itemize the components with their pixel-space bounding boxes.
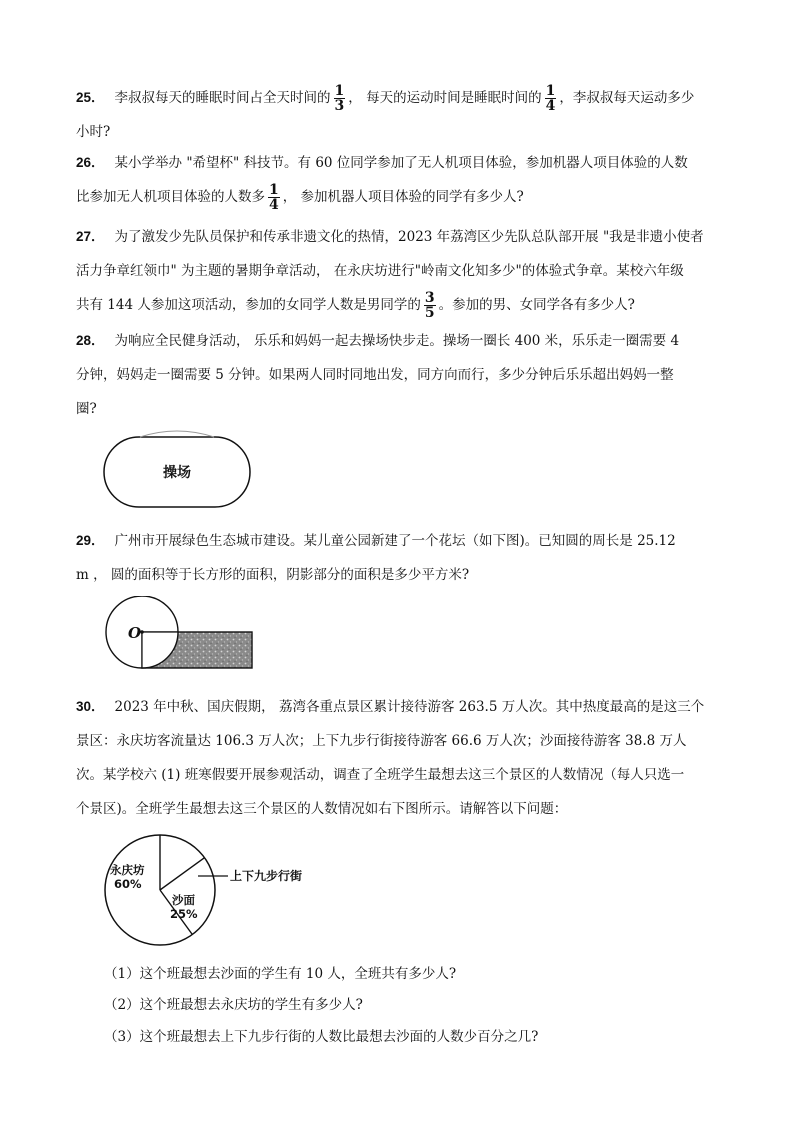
question-text: 次。某学校六 (1) 班寒假要开展参观活动，调查了全班学生最想去这三个景区的人数情况（每人只选一 [76,767,685,783]
slice-label-shamian: 沙面 [172,893,195,907]
question-text: m ， 圆的面积等于长方形的面积，阴影部分的面积是多少平方米? [76,567,470,583]
question-number: 25． [76,90,105,105]
question-27 [76,220,736,322]
question-text: 活力争章红领巾" 为主题的暑期争章活动， 在永庆坊进行"岭南文化知多少"的体验式争章。某校六年级 [76,263,684,279]
slice-label-yongqingfang: 永庆坊 [110,863,145,877]
question-text: 某小学举办 "希望杯" 科技节。有 60 位同学参加了无人机项目体验，参加机器人项目体验的人数 [114,155,688,171]
question-26 [76,146,736,214]
question-text: 圈? [76,401,97,417]
question-text: 个景区)。全班学生最想去这三个景区的人数情况如右下图所示。请解答以下问题： [76,801,568,817]
question-text: 分钟，妈妈走一圈需要 5 分钟。如果两人同时同地出发，同方向而行，多少分钟后乐乐超出妈妈一整 [76,367,674,383]
denominator: 3 [334,98,345,114]
question-number: 30． [76,699,105,714]
question-text: ， 每天的运动时间是睡眠时间的 [348,90,542,106]
question-number: 26． [76,155,105,170]
denominator: 5 [424,305,435,321]
pie-chart [100,828,330,950]
slice-value-shamian: 25% [170,907,198,921]
question-text: 为响应全民健身活动， 乐乐和妈妈一起去操场快步走。操场一圈长 400 米，乐乐走一圈需要 4 [114,333,680,349]
numerator: 3 [424,290,435,306]
question-text: 小时? [76,124,111,140]
question-text: 2023 年中秋、国庆假期， 荔湾各重点景区累计接待游客 263.5 万人次。其中热度最高的是这三个 [114,699,705,715]
flowerbed-figure [100,596,262,676]
question-text: 。参加的男、女同学各有多少人? [438,297,635,313]
sub-question-2: （2）这个班最想去永庆坊的学生有多少人? [104,997,363,1013]
fraction [545,84,557,113]
numerator: 1 [334,83,345,99]
numerator: 1 [545,83,556,99]
fraction [268,183,280,212]
center-label: O [128,624,142,642]
pie-slice-boundary [160,858,204,890]
question-30 [76,690,736,826]
question-number: 27． [76,229,105,244]
question-text: 李叔叔每天的睡眠时间占全天时间的 [114,90,331,106]
question-text: 景区：永庆坊客流量达 106.3 万人次；上下九步行街接待游客 66.6 万人次；沙面接待游客 38.8 万人 [76,733,687,749]
slice-label-shangxiajiu: 上下九步行街 [230,869,303,883]
fraction [424,291,436,320]
question-28 [76,324,736,426]
question-number: 28． [76,333,105,348]
question-number: 29． [76,533,105,548]
track-shadow-line [140,431,214,437]
denominator: 4 [545,98,556,114]
fraction [334,84,346,113]
sub-question-3: （3）这个班最想去上下九步行街的人数比最想去沙面的人数少百分之几? [104,1029,539,1045]
question-29 [76,524,736,592]
track-figure [100,425,260,515]
question-text: 共有 144 人参加这项活动，参加的女同学人数是男同学的 [76,297,421,313]
slice-value-yongqingfang: 60% [114,877,142,891]
question-text: 广州市开展绿色生态城市建设。某儿童公园新建了一个花坛（如下图)。已知圆的周长是 25.12 [114,533,676,549]
numerator: 1 [269,182,279,198]
question-25 [76,81,736,149]
question-text: ，李叔叔每天运动多少 [559,90,695,106]
question-text: ， 参加机器人项目体验的同学有多少人? [282,189,524,205]
track-label: 操场 [163,465,191,481]
question-text: 比参加无人机项目体验的人数多 [76,189,265,205]
denominator: 4 [269,197,279,213]
question-text: 为了激发少先队员保护和传承非遗文化的热情，2023 年荔湾区少先队总队部开展 "我是非遗小使者 [114,229,704,245]
sub-question-1: （1）这个班最想去沙面的学生有 10 人，全班共有多少人? [104,966,457,982]
